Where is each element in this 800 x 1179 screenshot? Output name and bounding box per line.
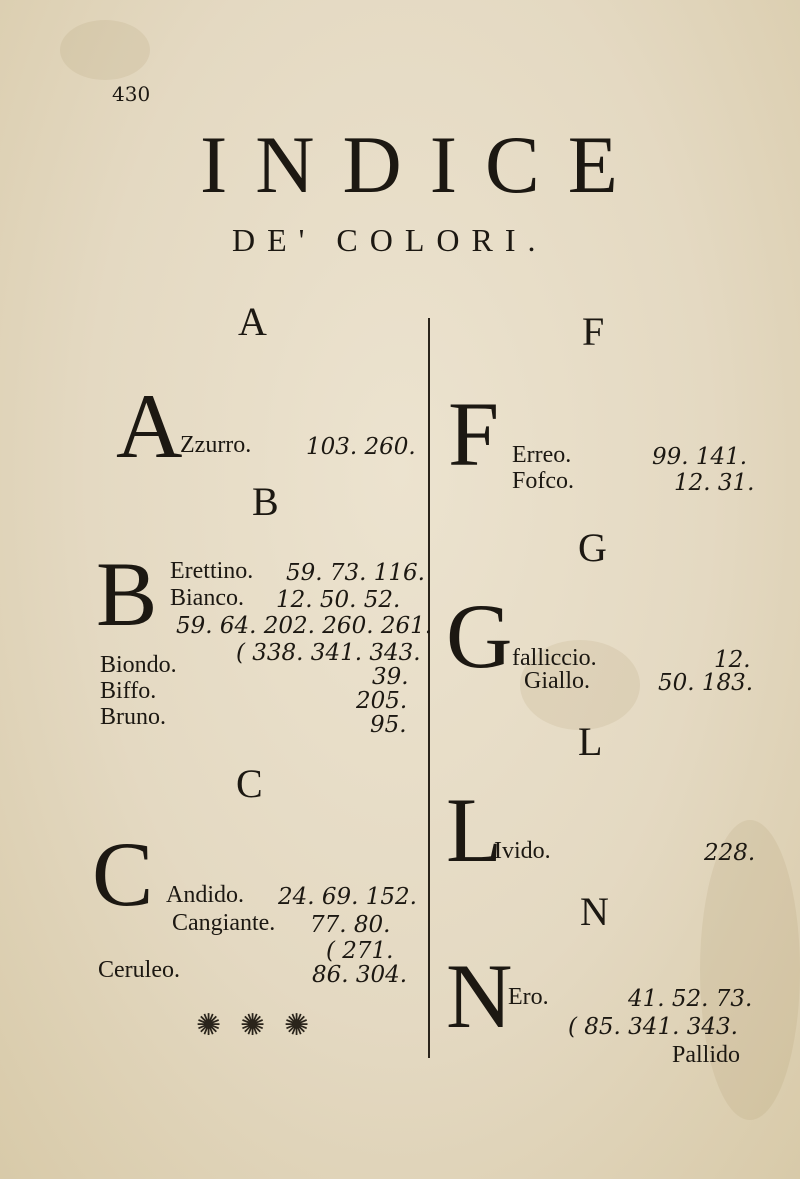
entry-cangiante: Cangiante. [172, 910, 276, 936]
entry-livido: Ivido. [494, 838, 551, 864]
drop-cap-l: L [446, 779, 503, 881]
entry-biffo: Biffo. [100, 678, 157, 704]
pages-bruno: 95. [370, 712, 407, 738]
pages-cangiante-cont: ( 271. [326, 938, 394, 964]
ornament-flower-icon: ✺ [240, 1008, 266, 1043]
pages-azzurro: 103. 260. [306, 434, 416, 460]
pages-nero-cont: ( 85. 341. 343. [568, 1014, 738, 1040]
entry-bianco: Bianco. [170, 585, 244, 611]
section-head-n: N [580, 889, 609, 934]
section-head-l: L [578, 719, 603, 764]
entry-azzurro: Zzurro. [180, 432, 252, 458]
entry-galliccio: falliccio. [512, 645, 597, 671]
column-divider [428, 318, 430, 1058]
pages-berettino: 59. 73. 116. [286, 560, 425, 586]
pages-bianco-cont2: ( 338. 341. 343. [236, 640, 421, 666]
pages-bianco-cont: 59. 64. 202. 260. 261. [176, 613, 433, 639]
drop-cap-b: B [96, 543, 158, 645]
entry-ceruleo: Ceruleo. [98, 957, 180, 983]
page-subtitle: DE' COLORI. [232, 222, 548, 258]
catchword: Pallido [672, 1042, 741, 1068]
entry-fosco: Fofco. [512, 468, 574, 494]
entry-berettino: Erettino. [170, 558, 254, 584]
drop-cap-c: C [92, 823, 154, 925]
pages-livido: 228. [704, 840, 756, 866]
pages-cangiante: 77. 80. [310, 912, 391, 938]
section-head-b: B [252, 479, 279, 524]
ornament-flower-icon: ✺ [284, 1008, 310, 1043]
drop-cap-a: A [116, 375, 183, 477]
ornament-flower-icon: ✺ [196, 1008, 222, 1043]
pages-ceruleo: 86. 304. [312, 962, 408, 988]
pages-biondo: 39. [372, 664, 409, 690]
pages-biffo: 205. [356, 688, 408, 714]
pages-bianco: 12. 50. 52. [276, 587, 401, 613]
pages-candido: 24. 69. 152. [278, 884, 417, 910]
entry-nero: Ero. [508, 984, 549, 1010]
page-title: INDICE [200, 119, 646, 210]
entry-ferreo: Erreo. [512, 442, 572, 468]
section-head-f: F [582, 309, 605, 354]
entry-bruno: Bruno. [100, 704, 166, 730]
pages-galliccio: 12. [714, 647, 751, 673]
entry-giallo: Giallo. [524, 668, 590, 694]
section-head-a: A [238, 299, 267, 344]
section-head-g: G [578, 525, 607, 570]
pages-nero: 41. 52. 73. [628, 986, 753, 1012]
section-head-c: C [236, 761, 263, 806]
pages-ferreo: 99. 141. [652, 444, 748, 470]
drop-cap-n: N [446, 945, 513, 1047]
pages-fosco: 12. 31. [674, 470, 755, 496]
drop-cap-g: G [446, 585, 513, 687]
drop-cap-f: F [448, 383, 500, 485]
pages-giallo: 50. 183. [658, 670, 754, 696]
page-number: 430 [112, 82, 151, 106]
entry-biondo: Biondo. [100, 652, 177, 678]
entry-candido: Andido. [166, 882, 244, 908]
